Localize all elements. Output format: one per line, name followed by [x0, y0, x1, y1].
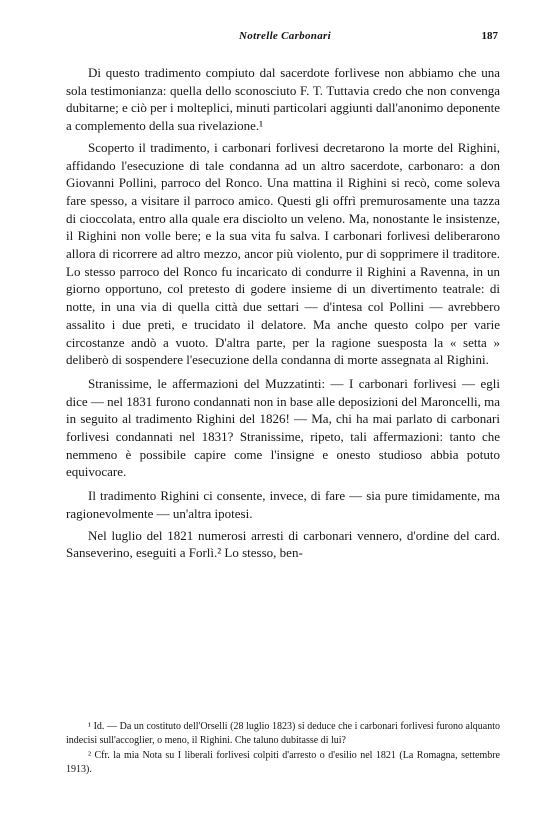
footnote: ¹ Id. — Da un costituto dell'Orselli (28 luglio 1823) si deduce che i carbonari forlivesi furono alquanto indecisi sull'accoglier, o meno, il Righini. Che taluno dubitasse di lui?	[66, 721, 500, 746]
page-number: 187	[481, 30, 498, 42]
paragraph: Il tradimento Righini ci consente, invece, di fare — sia pure timidamente, ma ragionevolmente — un'altra ipotesi.	[66, 488, 500, 521]
paragraph: Stranissime, le affermazioni del Muzzatinti: — I carbonari forlivesi — egli dice — nel 1831 furono condannati non in base alle deposizioni del Maroncelli, ma in seguito al tradimento Righini del 1826! — Ma, chi ha mai parlato di carbonari forlivesi condannati nel 1831? Stranissime, ripeto, tali affermazioni: tanto che nemmeno è possibile capire come l'insigne e onesto studioso abbia potuto equivocare.	[66, 375, 500, 480]
running-title: Notrelle Carbonari	[239, 30, 331, 42]
footnote: ² Cfr. la mia Nota su I liberali forlivesi colpiti d'arresto o d'esilio nel 1821 (La Romagna, settembre 1913).	[66, 750, 500, 775]
paragraph: Nel luglio del 1821 numerosi arresti di carbonari vennero, d'ordine del card. Sanseverino, eseguiti a Forlì.² Lo stesso, ben-	[66, 527, 500, 561]
footnotes	[66, 720, 500, 778]
paragraph: Scoperto il tradimento, i carbonari forlivesi decretarono la morte del Righini, affidando l'esecuzione di tale condanna ad un altro sacerdote, carbonaro: a don Giovanni Pollini, parroco del Ronco. Una mattina il Righini si recò, come soleva fare spesso, a visitare il parroco amico. Questi gli offrì premurosamente una tazza di cioccolata, entro alla quale era disciolto un veleno. Ma, nonostante le insistenze, il Righini non volle bere; e la sua vita fu salva. I carbonari forlivesi deliberarono allora di ricorrere ad altro mezzo, ancor più violento, pur di sopprimere il traditore. Lo stesso parroco del Ronco fu incaricato di condurre il Righini a Ravenna, in un giorno opportuno, col pretesto di godere insieme di un divertimento teatrale: di notte, in una via di quella città due settari — d'intesa col Pollini — avrebbero assalito i due preti, e trucidato il delatore. Ma anche questo colpo per varie circostanze andò a vuoto. D'altra parte, per la ragione suesposta la « setta » deliberò di sospendere l'esecuzione della condanna di morte assegnata al Righini.	[66, 139, 500, 368]
running-header	[80, 30, 498, 42]
paragraph: Di questo tradimento compiuto dal sacerdote forlivese non abbiamo che una sola testimonianza: quella dello sconosciuto F. T. Tuttavia credo che non convenga dubitarne; e ciò per i molteplici, minuti particolari aggiunti dall'anonimo deponente a complemento della sua rivelazione.¹	[66, 65, 500, 134]
body-text	[66, 64, 500, 566]
